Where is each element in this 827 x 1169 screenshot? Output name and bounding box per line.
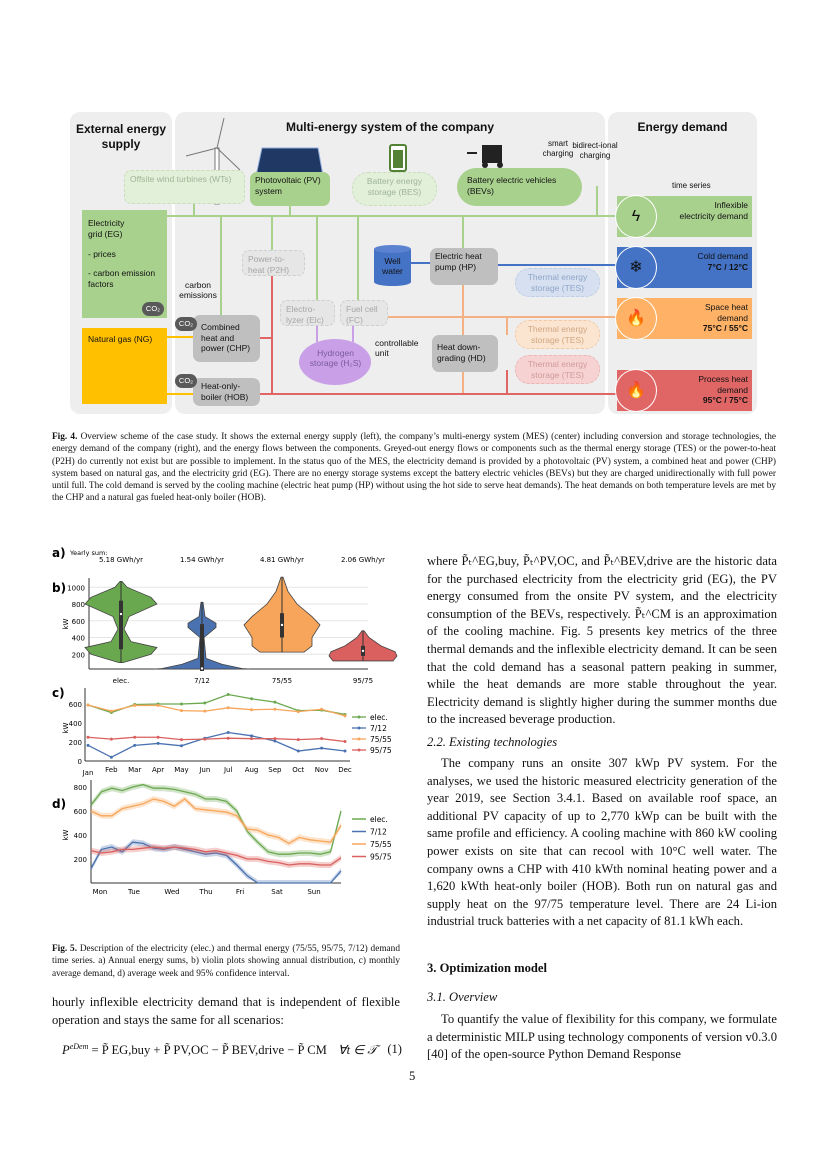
- y-axis-label: kW: [62, 829, 70, 841]
- p2h-box: Power-to-heat (P2H): [242, 250, 305, 276]
- data-point: [110, 738, 113, 741]
- x-tick-label: Sat: [271, 888, 283, 896]
- demand-temp: 7°C / 12°C: [707, 261, 748, 272]
- co2-cloud-icon: CO₂: [175, 374, 197, 388]
- legend-label: 7/12: [370, 827, 387, 837]
- section-2-2-heading: 2.2. Existing technologies: [427, 735, 558, 749]
- bev-box: Battery electric vehicles (BEVs): [457, 168, 582, 206]
- x-tick-label: Aug: [244, 766, 259, 774]
- x-tick-label: 7/12: [194, 677, 210, 685]
- data-point: [320, 737, 323, 740]
- data-point: [227, 706, 230, 709]
- heat-downgrading-box: Heat down-grading (HD): [432, 335, 498, 372]
- data-point: [133, 744, 136, 747]
- eq-lhs-sup: eDem: [69, 1042, 89, 1051]
- offsite-wind-turbines-box: Offsite wind turbines (WTs): [124, 170, 245, 204]
- right-paragraph-2: The company runs an onsite 307 kWp PV system. For the analyses, we used the historic measured electricity generation of the year 2019, see Section 3.4.1. Based on available roof space, an additional PV capacity of up to 2,770 kWp can be built with the same profile and efficiency. A cooling machine with 860 kW cooling power exists on site that can recool with 10°C well water. The company owns a CHP with 410 kWth nominal heating power and a 1,620 kWth heat-only boiler (HOB). Both run on natural gas and supply heat on the 97/75 temperature level. There are 24 Li-ion industrial truck batteries with a net capacity of 81.1 kWh each.: [427, 756, 777, 929]
- x-tick-label: Jun: [199, 766, 211, 774]
- legend-marker: [358, 738, 361, 741]
- data-point: [157, 742, 160, 745]
- data-point: [250, 697, 253, 700]
- x-tick-label: Sun: [307, 888, 321, 896]
- page-number: 5: [409, 1069, 416, 1083]
- data-point: [227, 737, 230, 740]
- demand-inflexible-electricity: [617, 196, 752, 237]
- caption-label: Fig. 4.: [52, 432, 78, 442]
- legend-label: 75/55: [370, 735, 392, 744]
- data-point: [157, 704, 160, 707]
- demand-temp: 75°C / 55°C: [702, 323, 748, 334]
- bes-box: Battery energy storage (BES): [352, 172, 437, 206]
- figure-5-caption: [52, 943, 400, 980]
- y-axis-label: kW: [62, 722, 70, 734]
- section-3-1-heading: 3.1. Overview: [427, 990, 498, 1004]
- left-paragraph: hourly inflexible electricity demand that is independent of flexible operation and stays the same for all scenarios:: [52, 995, 400, 1027]
- controllable-unit-label: controllable unit: [375, 338, 419, 359]
- data-point: [227, 693, 230, 696]
- equation-1: [62, 1042, 402, 1058]
- demand-label: Inflexible electricity demand: [679, 200, 748, 221]
- y-tick-label: 200: [71, 651, 85, 660]
- panel-label: a): [52, 546, 66, 560]
- snowflake-icon: ❄: [615, 246, 657, 289]
- data-point: [180, 744, 183, 747]
- legend-label: 95/75: [370, 746, 392, 755]
- y-tick-label: 400: [71, 634, 85, 643]
- mes-header: Multi-energy system of the company: [285, 120, 495, 134]
- flame-icon: 🔥: [615, 297, 657, 340]
- violin-box: [119, 601, 123, 650]
- line-elec.: [88, 695, 345, 715]
- bidirectional-charging-label: bidirect-ional charging: [572, 141, 618, 160]
- data-point: [203, 702, 206, 705]
- co2-cloud-icon: CO₂: [142, 302, 164, 316]
- data-point: [133, 704, 136, 707]
- pv-system-box: Photovoltaic (PV) system: [250, 172, 330, 206]
- x-tick-label: Apr: [152, 766, 165, 774]
- y-tick-label: 600: [71, 617, 85, 626]
- data-point: [297, 710, 300, 713]
- carbon-emissions-label: carbon emissions: [179, 280, 217, 301]
- external-supply-header: External energy supply: [75, 122, 167, 151]
- y-tick-label: 600: [68, 701, 82, 709]
- x-tick-label: Dec: [338, 766, 352, 774]
- y-tick-label: 200: [68, 739, 82, 747]
- eq-number: (1): [387, 1042, 402, 1056]
- eq-rhs: = P̃ EG,buy + P̃ PV,OC − P̃ BEV,drive − P̃ CM: [91, 1043, 327, 1058]
- data-point: [203, 738, 206, 741]
- right-paragraph-3: To quantify the value of flexibility for this company, we formulate a deterministic MILP using technology components of version v0.3.0 [40] of the open-source Python Demand Response: [427, 1012, 777, 1062]
- data-point: [297, 738, 300, 741]
- section-3-heading: 3. Optimization model: [427, 961, 547, 975]
- data-point: [110, 756, 113, 759]
- data-point: [180, 703, 183, 706]
- x-tick-label: Wed: [164, 888, 180, 896]
- yearly-sum-value: 4.81 GWh/yr: [260, 556, 304, 564]
- x-tick-label: Jul: [223, 766, 233, 774]
- x-tick-label: Mar: [128, 766, 142, 774]
- hydrogen-storage-label: Hydrogen storage (H₂S): [309, 348, 362, 369]
- eg-label: Electricity grid (EG): [88, 218, 125, 239]
- legend-label: elec.: [370, 713, 388, 722]
- y-axis-label: kW: [62, 618, 70, 630]
- natural-gas-box: Natural gas (NG): [82, 328, 167, 404]
- legend-label: 7/12: [370, 724, 387, 733]
- x-tick-label: Tue: [128, 888, 140, 896]
- x-tick-label: 75/55: [271, 677, 293, 685]
- caption-label: Fig. 5.: [52, 944, 78, 954]
- y-tick-label: 800: [73, 784, 87, 792]
- y-tick-label: 400: [73, 832, 87, 840]
- y-tick-label: 600: [73, 808, 87, 816]
- data-point: [250, 734, 253, 737]
- data-point: [133, 736, 136, 739]
- y-tick-label: 200: [73, 856, 87, 864]
- figure-5-chart: [0, 0, 420, 940]
- violin-box: [200, 624, 204, 671]
- legend-label: 95/75: [370, 852, 392, 862]
- eq-forall: ∀t ∈ 𝒯: [338, 1043, 378, 1058]
- line-75/55: [88, 705, 345, 716]
- y-tick-label: 0: [77, 758, 82, 766]
- demand-space-heat: [617, 298, 752, 339]
- data-point: [87, 703, 90, 706]
- yearly-sum-value: 1.54 GWh/yr: [180, 556, 224, 564]
- caption-text: Description of the electricity (elec.) and thermal energy (75/55, 95/75, 7/12) demand time series. a) Annual energy sums, b) violin plots showing annual distribution, c) monthly average demand, d) average week and 95% confidence interval.: [52, 944, 400, 979]
- data-point: [87, 736, 90, 739]
- demand-process-heat: [617, 370, 752, 411]
- legend-label: 75/55: [370, 840, 392, 849]
- tes-cold-box: Thermal energy storage (TES): [515, 268, 600, 297]
- well-water-label: Well water: [382, 256, 403, 277]
- legend-marker: [358, 727, 361, 730]
- data-point: [273, 737, 276, 740]
- legend-marker: [358, 716, 361, 719]
- demand-cold: [617, 247, 752, 288]
- electrolyzer-box: Electro-lyzer (Elc): [280, 300, 335, 326]
- fuel-cell-box: Fuel cell (FC): [340, 300, 388, 326]
- data-point: [110, 710, 113, 713]
- data-point: [157, 736, 160, 739]
- co2-cloud-icon: CO₂: [175, 317, 197, 331]
- y-tick-label: 400: [68, 720, 82, 728]
- panel-label: b): [52, 581, 67, 595]
- x-tick-label: Jan: [82, 769, 94, 777]
- x-tick-label: Fri: [235, 888, 245, 896]
- x-tick-label: Sep: [268, 766, 282, 774]
- x-tick-label: Thu: [199, 888, 213, 896]
- data-point: [320, 747, 323, 750]
- hob-box: Heat-only-boiler (HOB): [193, 378, 260, 406]
- right-paragraph-1: where P̃ₜ^EG,buy, P̃ₜ^PV,OC, and P̃ₜ^BEV,drive are the historic data for the purchased electricity from the electricity grid (EG), the PV energy consumed from the onsite PV system, and the electricity consumption of the BEVs, respectively. P̃ₜ^CM is an approximation of the cooling machine. Fig. 5 presents key metrics of the three thermal demands and the inflexible electricity demand. It can be seen that the cold demand has a seasonal pattern peaking in summer, while the heat demands are more stable throughout the year. Electricity demand is slightly higher during the summer months due to the increased beverage production.: [427, 554, 777, 727]
- x-tick-label: Feb: [105, 766, 118, 774]
- data-point: [227, 731, 230, 734]
- data-point: [344, 750, 347, 753]
- data-point: [273, 708, 276, 711]
- yearly-sum-label: Yearly sum:: [70, 549, 108, 557]
- time-series-label: time series: [672, 181, 711, 190]
- chp-box: Combined heat and power (CHP): [193, 315, 260, 362]
- lightning-icon: ϟ: [615, 195, 657, 238]
- demand-label: Space heat demand: [704, 302, 748, 323]
- x-tick-label: 95/75: [352, 677, 374, 685]
- y-tick-label: 1000: [67, 584, 85, 593]
- violin-median: [281, 624, 283, 626]
- caption-text: Overview scheme of the case study. It shows the external energy supply (left), the company’s multi-energy system (MES) (center) including conversion and storage technologies, the energy demand of the company (right), and the energy flows between the components. Greyed-out energy flows or components such as the thermal energy storage (TES) or the power-to-heat (P2H) do currently not exist but are possible to implement. In the status quo of the MES, the electricity demand is provided by a photovoltaic (PV) system, a combined heat and power (CHP) system based on natural gas, and the electricity grid (EG). There are no energy storage systems except the battery electric vehicles (BEVs) but they are charged unidirectionally with full power until full. The cold demand is served by the cooling machine (electric heat pump (HP) without using the hot side to serve heat demands). The heat demands on both temperature levels are met by the CHP and a natural gas fueled heat-only boiler (HOB).: [52, 432, 776, 504]
- x-tick-label: May: [174, 766, 189, 774]
- data-point: [250, 708, 253, 711]
- line-7/12: [88, 733, 345, 758]
- demand-label: Process heat demand: [698, 374, 748, 395]
- data-point: [87, 744, 90, 747]
- data-point: [180, 709, 183, 712]
- data-point: [203, 710, 206, 713]
- violin-median: [362, 650, 364, 652]
- demand-label: Cold demand: [697, 251, 748, 261]
- forklift-icon: [467, 145, 503, 168]
- x-tick-label: elec.: [112, 677, 130, 685]
- violin-median: [120, 613, 122, 615]
- legend-label: elec.: [370, 815, 388, 824]
- yearly-sum-value: 2.06 GWh/yr: [341, 556, 385, 564]
- tes-space-heat-box: Thermal energy storage (TES): [515, 320, 600, 349]
- demand-temp: 95°C / 75°C: [702, 395, 748, 406]
- heat-pump-box: Electric heat pump (HP): [430, 248, 498, 285]
- x-tick-label: Nov: [314, 766, 329, 774]
- data-point: [344, 740, 347, 743]
- flame-icon: 🔥: [615, 369, 657, 412]
- tes-process-heat-box: Thermal energy storage (TES): [515, 355, 600, 384]
- yearly-sum-value: 5.18 GWh/yr: [99, 556, 143, 564]
- legend-marker: [358, 749, 361, 752]
- eg-prices: - prices: [88, 249, 116, 260]
- violin-median: [201, 667, 203, 669]
- panel-label: d): [52, 797, 67, 811]
- data-point: [297, 750, 300, 753]
- x-tick-label: Mon: [92, 888, 108, 896]
- eg-carbon-factors: - carbon emission factors: [88, 267, 156, 289]
- data-point: [250, 737, 253, 740]
- demand-header: Energy demand: [637, 120, 728, 134]
- y-tick-label: 800: [71, 601, 85, 609]
- eq-lhs: P: [62, 1043, 70, 1058]
- x-tick-label: Oct: [292, 766, 305, 774]
- data-point: [273, 701, 276, 704]
- data-point: [180, 738, 183, 741]
- panel-label: c): [52, 686, 65, 700]
- data-point: [344, 714, 347, 717]
- line-95/75: [88, 737, 345, 741]
- data-point: [320, 708, 323, 711]
- smart-charging-label: smart charging: [542, 139, 574, 158]
